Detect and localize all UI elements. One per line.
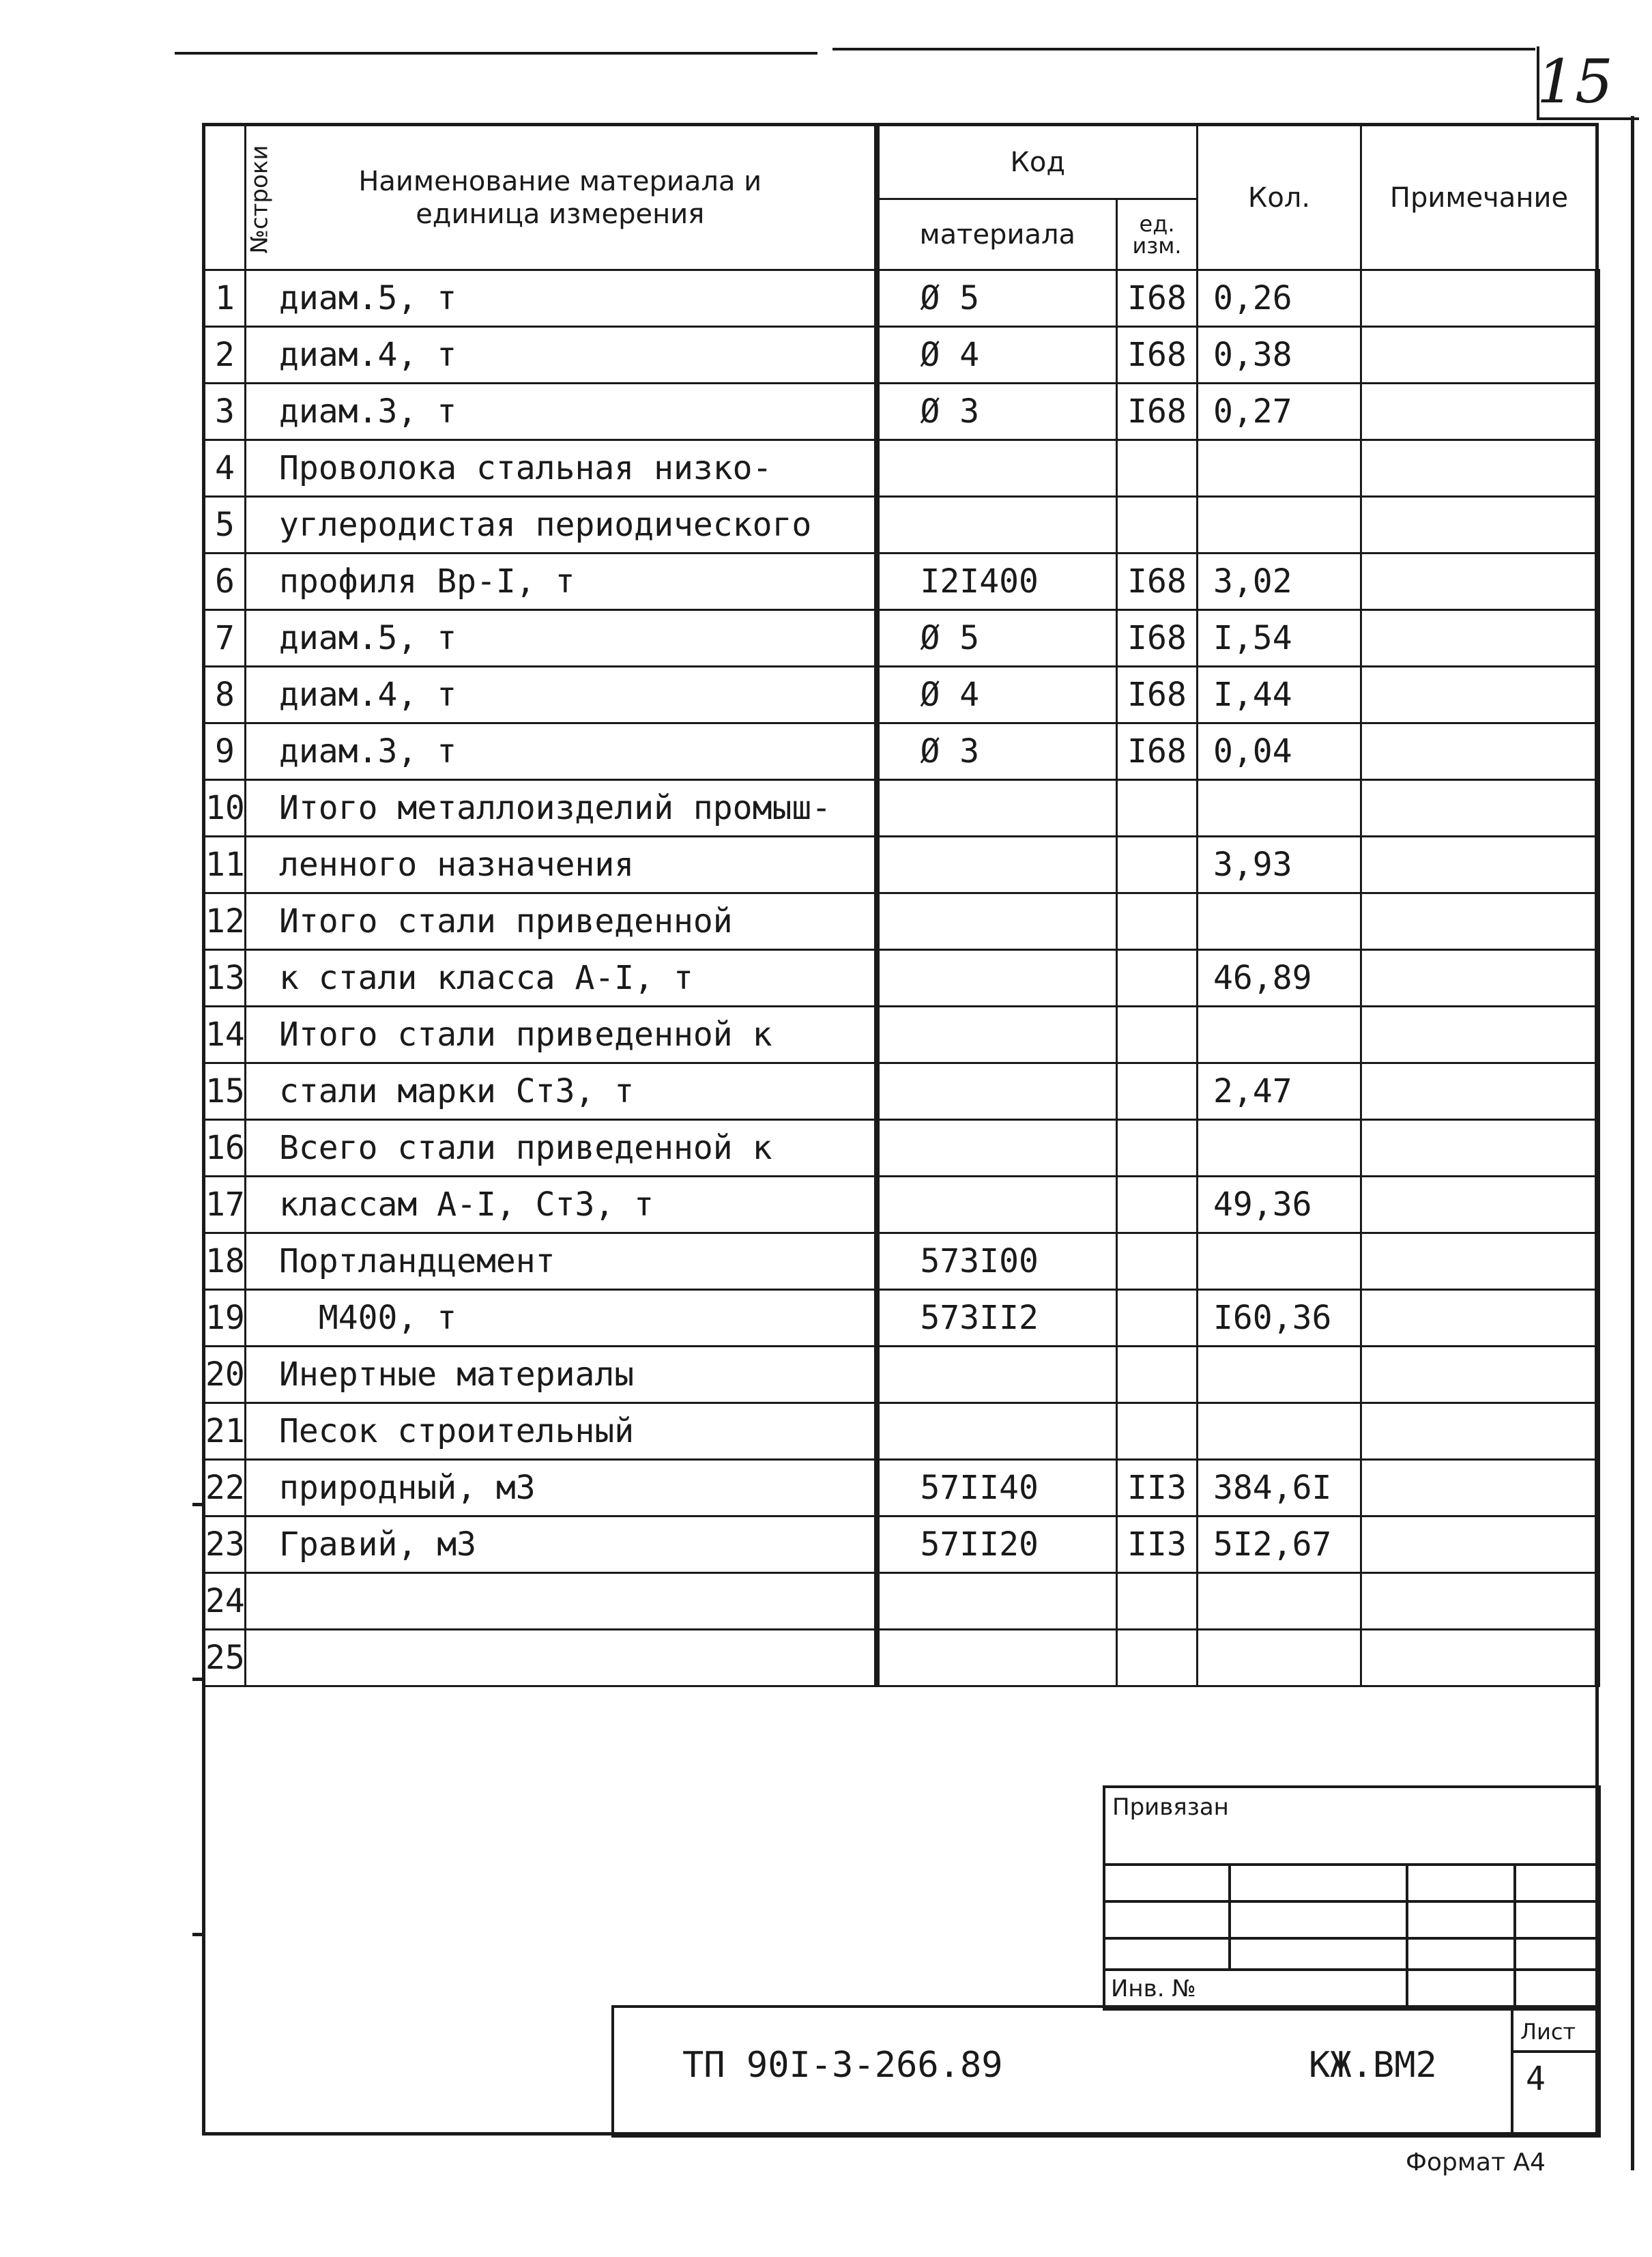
row-quantity <box>1198 1403 1361 1460</box>
table-row <box>205 950 1597 1007</box>
header-code: Код <box>877 126 1198 199</box>
row-unit-code: I68 <box>1117 384 1198 440</box>
row-name <box>246 1573 877 1630</box>
row-unit-code <box>1117 780 1198 837</box>
table-row <box>205 1290 1597 1347</box>
row-note <box>1361 837 1597 893</box>
header-code-material: материала <box>877 199 1117 270</box>
sheet-label: Лист <box>1520 2019 1576 2045</box>
row-material-code: Ø 4 <box>877 667 1117 723</box>
table-row <box>205 1403 1597 1460</box>
row-number: 2 <box>205 327 246 384</box>
row-material-code <box>877 1177 1117 1233</box>
row-name: Всего стали приведенной к <box>246 1120 877 1177</box>
row-material-code: I2I400 <box>877 554 1117 610</box>
row-name: природный, м3 <box>246 1460 877 1516</box>
margin-tick <box>192 1933 202 1936</box>
table-row <box>205 554 1597 610</box>
row-name: диам.5, т <box>246 270 877 327</box>
row-quantity <box>1198 893 1361 950</box>
row-number: 13 <box>205 950 246 1007</box>
row-number: 7 <box>205 610 246 667</box>
row-name: классам А-I, Ст3, т <box>246 1177 877 1233</box>
row-name: профиля Вр-I, т <box>246 554 877 610</box>
right-margin-rule <box>1631 116 1634 2170</box>
row-note <box>1361 1630 1597 1686</box>
row-quantity <box>1198 1630 1361 1686</box>
header-name: Наименование материала и единица измерения <box>246 126 877 270</box>
row-unit-code <box>1117 497 1198 554</box>
row-name: к стали класса А-I, т <box>246 950 877 1007</box>
row-material-code <box>877 1063 1117 1120</box>
table-row <box>205 780 1597 837</box>
row-unit-code <box>1117 1347 1198 1403</box>
row-material-code <box>877 440 1117 497</box>
row-note <box>1361 327 1597 384</box>
row-material-code <box>877 1403 1117 1460</box>
page-number: 15 <box>1537 46 1613 117</box>
row-name: Песок строительный <box>246 1403 877 1460</box>
row-unit-code <box>1117 893 1198 950</box>
stamp-grid-line <box>1513 1863 1516 2005</box>
row-number: 9 <box>205 723 246 780</box>
row-unit-code <box>1117 440 1198 497</box>
row-material-code: Ø 5 <box>877 610 1117 667</box>
row-note <box>1361 1063 1597 1120</box>
row-material-code: Ø 5 <box>877 270 1117 327</box>
format-label: Формат А4 <box>1406 2148 1546 2176</box>
row-number: 20 <box>205 1347 246 1403</box>
stamp-grid-line <box>1228 1863 1231 1968</box>
document-number: ТП 90I-3-266.89 <box>682 2045 1003 2086</box>
table-row <box>205 610 1597 667</box>
table-row <box>205 497 1597 554</box>
row-note <box>1361 780 1597 837</box>
materials-table <box>203 124 1600 1687</box>
row-name <box>246 1630 877 1686</box>
row-quantity <box>1198 1007 1361 1063</box>
row-note <box>1361 1573 1597 1630</box>
row-unit-code <box>1117 1120 1198 1177</box>
table-row <box>205 1460 1597 1516</box>
row-material-code <box>877 893 1117 950</box>
row-note <box>1361 1516 1597 1573</box>
row-material-code: 573II2 <box>877 1290 1117 1347</box>
row-name: диам.4, т <box>246 667 877 723</box>
row-material-code: Ø 3 <box>877 384 1117 440</box>
row-quantity <box>1198 1573 1361 1630</box>
row-unit-code: I68 <box>1117 270 1198 327</box>
row-quantity <box>1198 497 1361 554</box>
sheet-value: 4 <box>1526 2060 1546 2098</box>
row-unit-code <box>1117 1177 1198 1233</box>
stamp-grid-line <box>1406 1863 1408 2005</box>
row-name: ленного назначения <box>246 837 877 893</box>
row-quantity <box>1198 780 1361 837</box>
row-note <box>1361 554 1597 610</box>
row-name: М400, т <box>246 1290 877 1347</box>
row-quantity: I60,36 <box>1198 1290 1361 1347</box>
row-quantity: 384,6I <box>1198 1460 1361 1516</box>
row-number: 10 <box>205 780 246 837</box>
row-unit-code: II3 <box>1117 1516 1198 1573</box>
row-unit-code <box>1117 1403 1198 1460</box>
table-row <box>205 327 1597 384</box>
table-row <box>205 384 1597 440</box>
row-name: Проволока стальная низко- <box>246 440 877 497</box>
row-name: диам.3, т <box>246 723 877 780</box>
row-note <box>1361 1290 1597 1347</box>
row-number: 8 <box>205 667 246 723</box>
table-row <box>205 1516 1597 1573</box>
row-quantity: 2,47 <box>1198 1063 1361 1120</box>
row-number: 21 <box>205 1403 246 1460</box>
row-quantity: 49,36 <box>1198 1177 1361 1233</box>
table-row <box>205 1063 1597 1120</box>
row-number: 16 <box>205 1120 246 1177</box>
row-quantity: 3,93 <box>1198 837 1361 893</box>
row-note <box>1361 1120 1597 1177</box>
table-row <box>205 1630 1597 1686</box>
row-name: Итого металлоизделий промыш- <box>246 780 877 837</box>
row-number: 17 <box>205 1177 246 1233</box>
header-row-number: №строки <box>205 126 246 270</box>
row-name: Итого стали приведенной <box>246 893 877 950</box>
row-quantity <box>1198 1233 1361 1290</box>
row-number: 4 <box>205 440 246 497</box>
stamp-bound-label: Привязан <box>1112 1794 1229 1821</box>
stamp-grid-line <box>1103 1937 1598 1940</box>
table-row <box>205 667 1597 723</box>
document-mark: КЖ.ВМ2 <box>1309 2045 1437 2086</box>
row-material-code <box>877 837 1117 893</box>
row-unit-code: I68 <box>1117 723 1198 780</box>
row-quantity <box>1198 440 1361 497</box>
row-unit-code: I68 <box>1117 554 1198 610</box>
table-row <box>205 1347 1597 1403</box>
row-note <box>1361 1177 1597 1233</box>
row-material-code <box>877 1573 1117 1630</box>
stamp-sheet-line <box>1511 2050 1598 2053</box>
row-name: диам.5, т <box>246 610 877 667</box>
row-material-code: 573I00 <box>877 1233 1117 1290</box>
row-quantity: 0,27 <box>1198 384 1361 440</box>
table-row <box>205 270 1597 327</box>
top-rule-left <box>175 52 817 55</box>
row-quantity: I,44 <box>1198 667 1361 723</box>
row-unit-code <box>1117 1573 1198 1630</box>
row-note <box>1361 1007 1597 1063</box>
table-row <box>205 1007 1597 1063</box>
header-qty: Кол. <box>1198 126 1361 270</box>
row-note <box>1361 723 1597 780</box>
row-quantity: 0,26 <box>1198 270 1361 327</box>
stamp-sheet-divider <box>1511 2005 1513 2135</box>
row-name: Инертные материалы <box>246 1347 877 1403</box>
row-name: Гравий, м3 <box>246 1516 877 1573</box>
stamp-inv-label: Инв. № <box>1111 1975 1196 2002</box>
row-quantity: 3,02 <box>1198 554 1361 610</box>
row-material-code <box>877 1347 1117 1403</box>
row-name: Итого стали приведенной к <box>246 1007 877 1063</box>
row-number: 6 <box>205 554 246 610</box>
row-unit-code: I68 <box>1117 610 1198 667</box>
row-number: 1 <box>205 270 246 327</box>
stamp-grid-line <box>1103 1968 1598 1971</box>
row-note <box>1361 1347 1597 1403</box>
row-unit-code <box>1117 950 1198 1007</box>
page-number-box-bottom <box>1537 117 1639 120</box>
row-material-code: 57II20 <box>877 1516 1117 1573</box>
row-note <box>1361 950 1597 1007</box>
row-note <box>1361 1233 1597 1290</box>
row-quantity: 46,89 <box>1198 950 1361 1007</box>
row-material-code <box>877 1120 1117 1177</box>
row-note <box>1361 667 1597 723</box>
row-material-code <box>877 1630 1117 1686</box>
row-unit-code <box>1117 837 1198 893</box>
table-row <box>205 893 1597 950</box>
row-quantity: 0,38 <box>1198 327 1361 384</box>
row-quantity: I,54 <box>1198 610 1361 667</box>
row-note <box>1361 497 1597 554</box>
table-row <box>205 1233 1597 1290</box>
row-material-code <box>877 497 1117 554</box>
row-number: 12 <box>205 893 246 950</box>
stamp-grid-line <box>1103 1863 1598 1866</box>
table-row <box>205 1177 1597 1233</box>
table-row <box>205 440 1597 497</box>
row-material-code: Ø 4 <box>877 327 1117 384</box>
row-quantity <box>1198 1347 1361 1403</box>
margin-tick <box>192 1678 202 1681</box>
margin-tick <box>192 1503 202 1506</box>
row-name: Портландцемент <box>246 1233 877 1290</box>
row-quantity <box>1198 1120 1361 1177</box>
row-number: 22 <box>205 1460 246 1516</box>
row-number: 19 <box>205 1290 246 1347</box>
row-material-code: 57II40 <box>877 1460 1117 1516</box>
row-note <box>1361 270 1597 327</box>
row-quantity: 0,04 <box>1198 723 1361 780</box>
row-unit-code: I68 <box>1117 327 1198 384</box>
row-note <box>1361 384 1597 440</box>
row-note <box>1361 610 1597 667</box>
row-number: 5 <box>205 497 246 554</box>
row-number: 18 <box>205 1233 246 1290</box>
row-number: 24 <box>205 1573 246 1630</box>
row-number: 25 <box>205 1630 246 1686</box>
header-note: Примечание <box>1361 126 1597 270</box>
row-unit-code: II3 <box>1117 1460 1198 1516</box>
row-unit-code: I68 <box>1117 667 1198 723</box>
table-row <box>205 723 1597 780</box>
table-row <box>205 1120 1597 1177</box>
row-material-code: Ø 3 <box>877 723 1117 780</box>
row-number: 11 <box>205 837 246 893</box>
row-material-code <box>877 950 1117 1007</box>
row-unit-code <box>1117 1233 1198 1290</box>
table-row <box>205 1573 1597 1630</box>
row-unit-code <box>1117 1290 1198 1347</box>
row-number: 14 <box>205 1007 246 1063</box>
row-note <box>1361 440 1597 497</box>
row-name: стали марки Ст3, т <box>246 1063 877 1120</box>
row-material-code <box>877 780 1117 837</box>
row-quantity: 5I2,67 <box>1198 1516 1361 1573</box>
row-material-code <box>877 1007 1117 1063</box>
row-name: углеродистая периодического <box>246 497 877 554</box>
table-row <box>205 837 1597 893</box>
row-number: 23 <box>205 1516 246 1573</box>
row-name: диам.4, т <box>246 327 877 384</box>
header-code-unit: ед. изм. <box>1117 199 1198 270</box>
row-number: 3 <box>205 384 246 440</box>
row-unit-code <box>1117 1630 1198 1686</box>
row-number: 15 <box>205 1063 246 1120</box>
stamp-grid-line <box>1103 1900 1598 1903</box>
row-note <box>1361 1403 1597 1460</box>
row-note <box>1361 893 1597 950</box>
row-unit-code <box>1117 1063 1198 1120</box>
row-note <box>1361 1460 1597 1516</box>
top-rule-right <box>832 48 1535 51</box>
row-unit-code <box>1117 1007 1198 1063</box>
row-name: диам.3, т <box>246 384 877 440</box>
